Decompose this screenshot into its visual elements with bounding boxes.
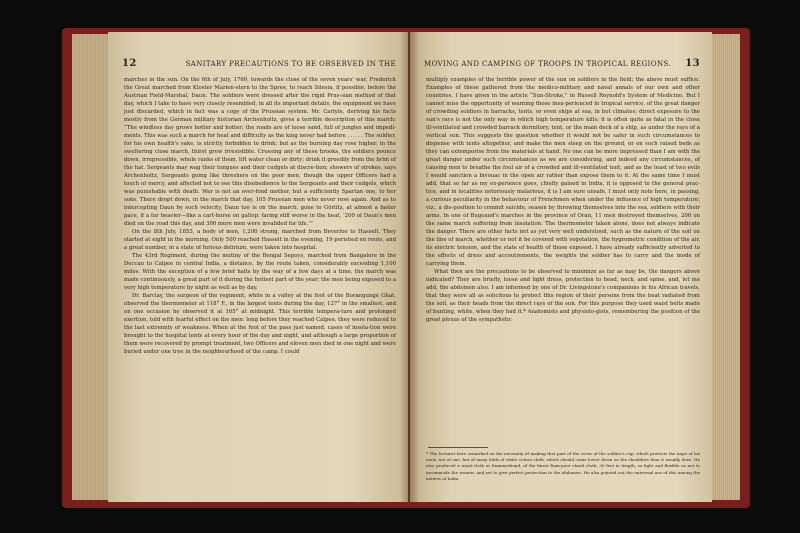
paragraph: The 43rd Regiment, during the mutiny of the Bengal Sepoys, marched from Bangalore in the Deccan to Calpee in central India, a distance, by the route taken, considerably exceeding 1,100 miles. With the exception of a few brief halts by the way of a few days at a time, the march was made continuously, a great part of it during the hottest part of the year; the men being exposed to a very high temperature by night as well as by day.: [124, 253, 396, 291]
paragraph: What then are the precautions to be observed to minimize as far as may be, the dangers above indicated? They are briefly, loose and light dress, protection to head, neck, and spine, and, let me add, the abdomen also. I am informed by one of Dr. Livingstone's companions in his African travels, that they were all as solicitous to protect this region of their persons from the heat radiated from the soil, as their heads from the direct rays of the sun. For this purpose they used waist belts made of bunting, white, when they had it.* Anatomists and physiolo-gists, remembering the position of the great plexus of the sympathetic: [426, 269, 700, 323]
left-running-title: SANITARY PRECAUTIONS TO BE OBSERVED IN THE: [185, 60, 396, 68]
paragraph: marches in the sun. On the 6th of July, 1760, towards the close of the seven years' war, Frederick the Great marched from Kloster Marien-stern to the Spree, to reach Silesia, if possible, before the Austrian Field-Marshal, Daun. The soldiers were dressed after the rigid Prus-sian method of that day, which I take to have very closely resembled, in all its important details, the equipment we have just discarded, which in fact was a copy of the Prussian system. Mr. Carlyle, deriving his facts mostly from the German military historian Archenholtz, gives a terrible description of this march: “The windless day grows hotter and hotter; the roads are of loose sand, full of jungles and impedi-ments. This was such a march for heat and difficulty as the king never had before . . . . . The soldier, for his own health's sake, is strictly forbidden to drink; but as the burning day rose higher, in the sweltering close march, thirst grew irresistible. Crossing any of these brooks, the soldiers pounce down, irrepressible, whole ranks of them, lift water clean or dirty; drink it greedily from the brim of the hat. Sergeants may wag their tongues and their cudgels at discre-tion; showers of strokes, says Archenholtz, Sergeants going like threshers on the poor men, though the upper Officers had a touch of mercy, and affected not to see this disobedience to the Sergeants and their cudgels, which was punishable with death. War is not an over-fond mother, but a sufficiently Spartan one, to her sons. There dropt down, in the march that day, 105 Prussian men who never rose again. And as to intercepting Daun by such velocity, Daun too is on the march; gone to Görlitz, at almost a faster pace, if a far heavier—like a cart-horse on gallop; faring still worse in the heat, ‘200 of Daun's men died on the road this day, and 300 more men were invalided for life.’”: [124, 77, 396, 227]
paragraph: multiply examples of the terrible power of the sun on soldiers in the field; the above must suffice. Examples of these gathered from the medico-military and naval annals of our own and other countries, I have given in the article “Sun-Stroke,” in Russell Reynold's System of Medicine. But I cannot miss the opportunity of warning those inex-perienced in tropical service, of the great danger of crowding soldiers in barracks, tents, or even ships at sea, in hot climates; direct exposure to the sun's rays is not the only way in which high temperature kills; it is often quite as fatal in the close ill-ventilated and crowded barrack dormitory, tent, or the main deck of a ship, as under the rays of a vertical sun. This suggests the question whether it would not be safer in such circumstances to dispense with tents altogether, and make the men sleep on the ground, or on such raised beds as they can extemporise from the materials at hand. No one can be more impressed than I am with the great danger under such circumstances as we are considering, and indeed any circumstances, of causing men to breathe the foul air of a crowded and ill-ventilated tent, and as the least of two evils I would sanction a bivouac in the open air rather than expose them to it. At the same time I must add, that so far as my ex-perience goes, chiefly gained in India, it is opposed to the general prac-tice, and in localities notoriously malarious, it is I am sure unsafe. I must only note here, in passing, a curious peculiarity in the behaviour of Frenchmen when under the influence of high temperature; viz., a dis-position to commit suicide, season by throwing themselves into the sea, soldiers with their arms. In one of Bugeaud's marches in the province of Oran, 11 men destroyed themselves, 200 on the same march suffering from insolation. The thermometer taken alone, does not always indicate the danger. There are other facts not as yet very well understood, such as the nature of the soil on the line of march, whether or not it be covered with vegetation, the hygrometric condition of the air, its electric tension, and the state of health of those exposed. I have already sufficiently adverted to the effects of dress and accoutrements, the weights the soldier has to carry and the mode of carrying them.: [426, 77, 700, 267]
paragraph: Dr. Barclay, the surgeon of the regiment, while in a valley at the foot of the Borangunge Ghat, observed the thermometer at 118° F., in the largest tents during the day, 127° in the smallest, and on one occasion he observed it at 165° at midnight. This terrible tempera-ture and prolonged exertion, told with fearful effect on the men: long before they reached Calpee, they were reduced to the last extremity of weakness. When at the foot of the pass just named, cases of insola-tion were brought to the hospital tents at every hour of the day and night, and although a large proportion of them were recovered by prompt treatment, two Officers and eleven men died in one night and were buried under one tree in the neighbourhood of the camp. I could: [124, 293, 396, 355]
right-page-number: 13: [685, 58, 700, 69]
right-page-edges: [712, 34, 740, 500]
left-page-edges: [72, 34, 112, 500]
book-gutter: [400, 32, 420, 502]
paragraph: On the 8th July, 1853, a body of men, 1,200 strong, marched from Beverloo to Hasselt. They started at eight in the morning. Only 500 reached Hasselt in the evening, 19 perished en route, and a great number, in a state of furious delirium, were taken into hospital.: [124, 229, 396, 251]
left-page: [108, 32, 408, 502]
right-running-title: MOVING AND CAMPING OF TROOPS IN TROPICAL REGIONS.: [424, 60, 672, 68]
footnote-rule: [428, 447, 488, 448]
footnote: * The lecturer here remarked on the necessity of making that part of the cover of the soldier's cap, which protects the nape of his neck, not of one, but of many folds of white cotton cloth, which should come lower down on the shoulders than it usually does. He also produced a waist-cloth or Kummerbund, of the finest Ram-poor shawl cloth, 30 feet in length, so light and flexible as not to incommode the wearer, and yet to give perfect protection to the abdomen. He also pointed out the universal use of this among the natives of India.: [426, 451, 700, 481]
left-page-number: 12: [122, 58, 137, 69]
right-running-head: [424, 58, 700, 69]
right-page-text: [426, 76, 700, 324]
right-page: [410, 32, 712, 502]
left-page-text: [124, 76, 396, 356]
left-running-head: [122, 58, 396, 69]
